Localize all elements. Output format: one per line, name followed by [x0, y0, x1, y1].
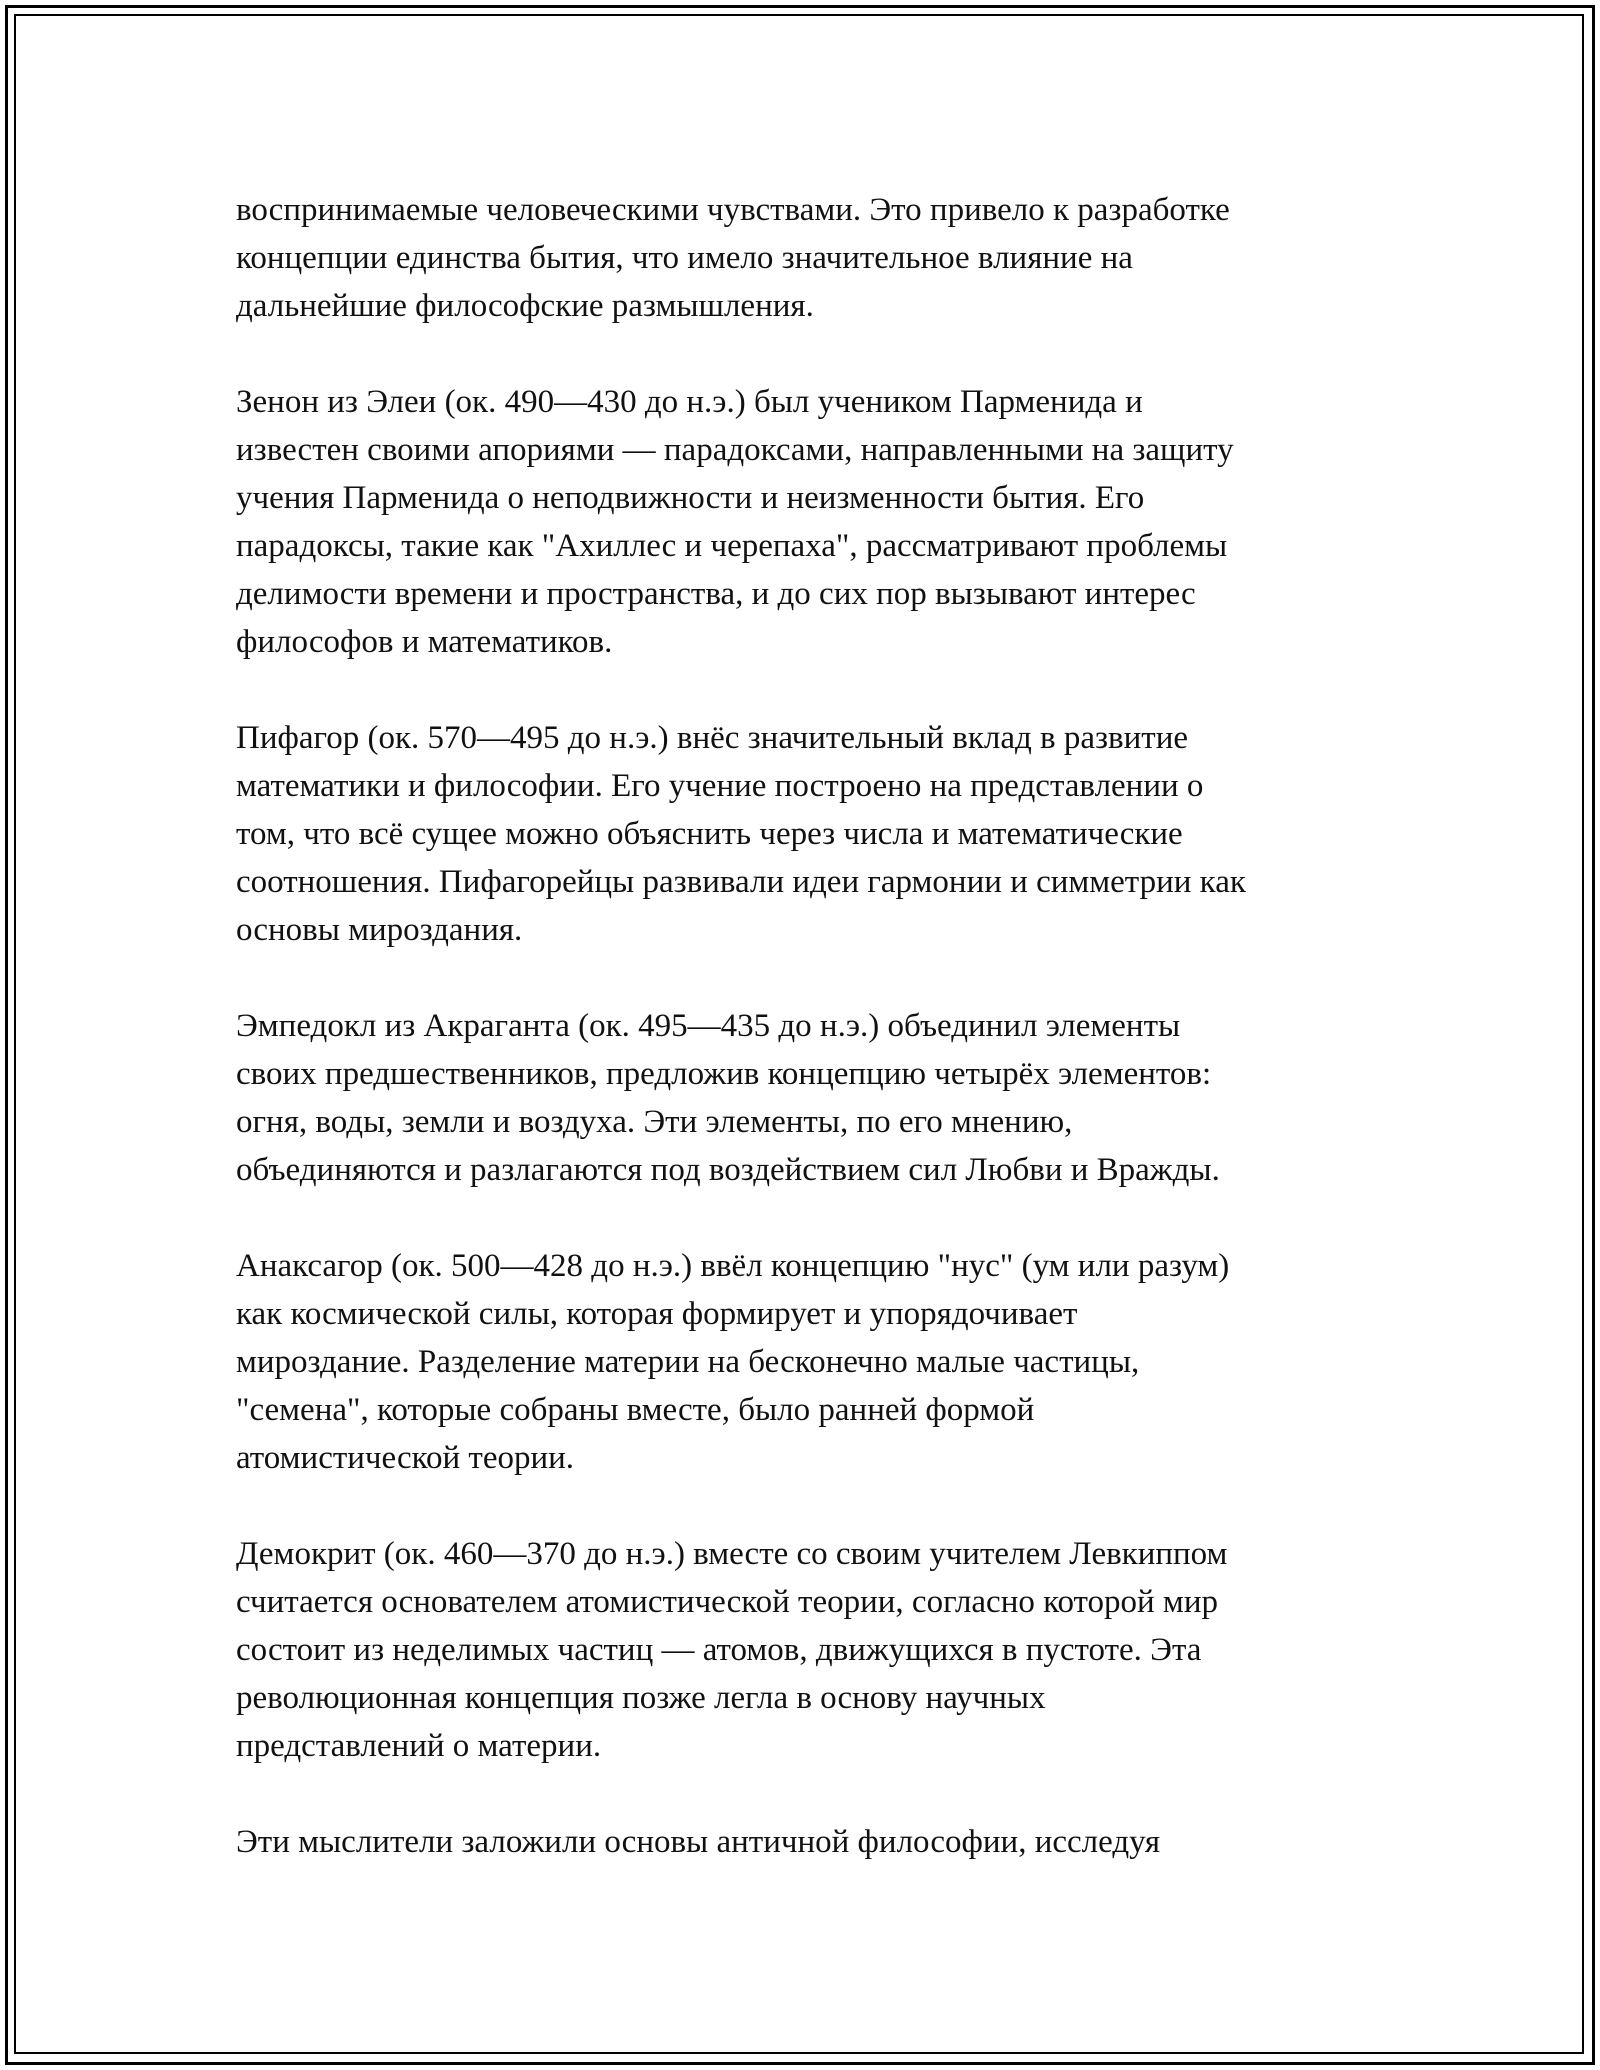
paragraph-parmenides-ending: воспринимаемые человеческими чувствами. Это привело к разработке концепции единства бытия, что имело значительное влияние на дальнейшие философские размышления. — [236, 192, 1230, 324]
paragraph-democritus: Демокрит (ок. 460—370 до н.э.) вместе со своим учителем Левкиппом считается основателем атомистической теории, согласно которой мир состоит из неделимых частиц — атомов, движущихся в пустоте. Эта революционная концепция позже легла в основу научных представлений о материи. — [236, 1536, 1228, 1764]
paragraph-empedocles: Эмпедокл из Акраганта (ок. 495—435 до н.э.) объединил элементы своих предшественников, предложив концепцию четырёх элементов: огня, воды, земли и воздуха. Эти элементы, по его мнению, объединяются и разлагаются под воздействием сил Любви и Вражды. — [236, 1008, 1220, 1188]
paragraph-anaxagoras: Анаксагор (ок. 500—428 до н.э.) ввёл концепцию "нус" (ум или разум) как космической силы, которая формирует и упорядочивает мироздание. Разделение материи на бесконечно малые частицы, "семена", которые собраны вместе, было ранней формой атомистической теории. — [236, 1248, 1230, 1476]
paragraph-zeno: Зенон из Элеи (ок. 490—430 до н.э.) был учеником Парменида и известен своими апориями — парадоксами, направленными на защиту учения Парменида о неподвижности и неизменности бытия. Его парадоксы, такие как "Ахиллес и черепаха", рассматривают проблемы делимости времени и пространства, и до сих пор вызывают интерес философов и математиков. — [236, 384, 1234, 660]
paragraph-conclusion: Эти мыслители заложили основы античной философии, исследуя — [236, 1824, 1160, 1860]
paragraph-pythagoras: Пифагор (ок. 570—495 до н.э.) внёс значительный вклад в развитие математики и философии. Его учение построено на представлении о том, что всё сущее можно объяснить через числа и математические соотношения. Пифагорейцы развивали идеи гармонии и симметрии как основы мироздания. — [236, 720, 1246, 948]
document-body — [236, 186, 1376, 1866]
